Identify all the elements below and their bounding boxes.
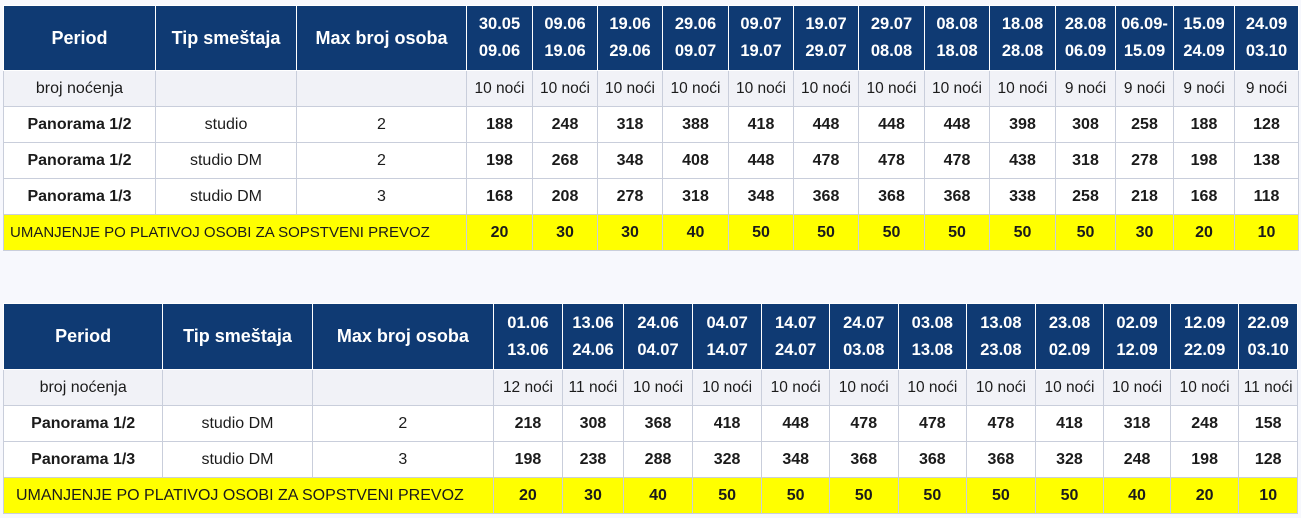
header-date-range [598, 6, 663, 71]
date-to: 06.09 [1064, 42, 1107, 60]
date-to: 22.09 [1183, 340, 1226, 359]
header-date-range [829, 304, 898, 370]
price-cell: 368 [859, 179, 925, 215]
header-date-range [692, 304, 762, 370]
date-from: 09.07 [740, 15, 782, 33]
nights-row [4, 71, 1299, 107]
nights-count: 9 noći [1056, 71, 1116, 107]
date-to: 19.07 [740, 42, 782, 60]
price-cell: 128 [1239, 442, 1298, 478]
max-persons: 2 [312, 406, 494, 442]
room-name: Panorama 1/2 [4, 107, 156, 143]
discount-cell: 50 [898, 478, 967, 514]
discount-cell: 40 [1104, 478, 1171, 514]
date-from: 13.08 [980, 313, 1022, 332]
price-cell: 188 [1174, 107, 1235, 143]
price-cell: 118 [1235, 179, 1299, 215]
price-cell: 448 [762, 406, 830, 442]
header-accommodation-type: Tip smeštaja [163, 304, 312, 370]
nights-count: 9 noći [1174, 71, 1235, 107]
price-cell: 338 [990, 179, 1056, 215]
discount-cell: 30 [533, 215, 598, 251]
price-cell: 318 [1056, 143, 1116, 179]
header-row [4, 304, 1298, 370]
price-cell: 168 [467, 179, 533, 215]
price-cell: 238 [562, 442, 624, 478]
nights-count: 10 noći [1104, 370, 1171, 406]
date-to: 24.07 [775, 340, 817, 359]
date-to: 03.10 [1245, 42, 1288, 60]
date-to: 29.06 [609, 42, 651, 60]
header-date-range [494, 304, 563, 370]
date-from: 04.07 [706, 313, 748, 332]
nights-count: 10 noći [859, 71, 925, 107]
price-cell: 368 [624, 406, 693, 442]
price-cell: 278 [598, 179, 663, 215]
room-name: Panorama 1/3 [4, 442, 163, 478]
header-date-range [1235, 6, 1299, 71]
date-to: 08.08 [870, 42, 913, 60]
date-from: 02.09 [1116, 313, 1158, 332]
header-date-range [990, 6, 1056, 71]
price-cell: 258 [1056, 179, 1116, 215]
nights-count: 10 noći [729, 71, 794, 107]
header-date-range [1116, 6, 1174, 71]
price-cell: 248 [1170, 406, 1239, 442]
date-to: 13.06 [507, 340, 549, 359]
nights-count: 10 noći [692, 370, 762, 406]
price-cell: 398 [990, 107, 1056, 143]
header-date-range [1035, 304, 1104, 370]
nights-count: 10 noći [1035, 370, 1104, 406]
nights-count: 10 noći [533, 71, 598, 107]
price-cell: 408 [663, 143, 729, 179]
date-to: 24.06 [572, 340, 614, 359]
date-to: 19.06 [544, 42, 586, 60]
price-cell: 418 [1035, 406, 1104, 442]
date-from: 30.05 [478, 15, 521, 33]
price-cell: 388 [663, 107, 729, 143]
price-table-2 [3, 303, 1298, 514]
date-to: 18.08 [936, 42, 978, 60]
header-date-range [562, 304, 624, 370]
discount-cell: 50 [762, 478, 830, 514]
header-date-range [925, 6, 990, 71]
price-cell: 208 [533, 179, 598, 215]
price-cell: 328 [1035, 442, 1104, 478]
price-cell: 158 [1239, 406, 1298, 442]
nights-count: 10 noći [829, 370, 898, 406]
nights-count: 9 noći [1235, 71, 1299, 107]
price-cell: 368 [967, 442, 1036, 478]
date-to: 29.07 [805, 42, 847, 60]
discount-cell: 20 [1170, 478, 1239, 514]
price-cell: 448 [859, 107, 925, 143]
date-from: 29.06 [674, 15, 717, 33]
room-name: Panorama 1/3 [4, 179, 156, 215]
discount-cell: 50 [859, 215, 925, 251]
header-date-range [624, 304, 693, 370]
discount-label: UMANJENJE PO PLATIVOJ OSOBI ZA SOPSTVENI PREVOZ [4, 478, 494, 514]
date-from: 13.06 [572, 313, 614, 332]
price-cell: 128 [1235, 107, 1299, 143]
header-accommodation-type: Tip smeštaja [156, 6, 297, 71]
price-cell: 478 [794, 143, 859, 179]
price-cell: 198 [1170, 442, 1239, 478]
date-from: 06.09- [1121, 15, 1168, 33]
price-cell: 318 [598, 107, 663, 143]
price-table-1 [3, 5, 1299, 251]
nights-label: broj noćenja [4, 370, 163, 406]
date-from: 19.06 [609, 15, 651, 33]
price-cell: 368 [925, 179, 990, 215]
price-cell: 328 [692, 442, 762, 478]
nights-count: 10 noći [898, 370, 967, 406]
empty-cell [156, 71, 297, 107]
price-cell: 348 [729, 179, 794, 215]
room-name: Panorama 1/2 [4, 406, 163, 442]
date-to: 09.07 [674, 42, 717, 60]
price-cell: 198 [494, 442, 563, 478]
date-from: 09.06 [544, 15, 586, 33]
price-cell: 368 [794, 179, 859, 215]
price-row [4, 143, 1299, 179]
price-cell: 348 [762, 442, 830, 478]
header-date-range [533, 6, 598, 71]
discount-label: UMANJENJE PO PLATIVOJ OSOBI ZA SOPSTVENI PREVOZ [4, 215, 467, 251]
date-from: 15.09 [1183, 15, 1225, 33]
date-from: 24.06 [637, 313, 679, 332]
discount-cell: 50 [990, 215, 1056, 251]
price-cell: 308 [562, 406, 624, 442]
date-from: 19.07 [805, 15, 847, 33]
price-cell: 418 [729, 107, 794, 143]
header-row [4, 6, 1299, 71]
nights-count: 12 noći [494, 370, 563, 406]
price-cell: 188 [467, 107, 533, 143]
price-cell: 288 [624, 442, 693, 478]
price-row [4, 179, 1299, 215]
discount-cell: 20 [467, 215, 533, 251]
nights-count: 10 noći [925, 71, 990, 107]
date-to: 04.07 [637, 340, 679, 359]
date-from: 03.08 [911, 313, 953, 332]
price-cell: 368 [829, 442, 898, 478]
date-from: 28.08 [1064, 15, 1107, 33]
price-cell: 448 [729, 143, 794, 179]
date-from: 29.07 [870, 15, 913, 33]
date-to: 02.09 [1048, 340, 1091, 359]
discount-cell: 50 [925, 215, 990, 251]
date-from: 08.08 [936, 15, 978, 33]
nights-count: 10 noći [598, 71, 663, 107]
discount-row [4, 215, 1299, 251]
header-date-range [859, 6, 925, 71]
nights-count: 10 noći [467, 71, 533, 107]
price-cell: 198 [467, 143, 533, 179]
header-date-range [794, 6, 859, 71]
date-to: 09.06 [478, 42, 521, 60]
price-cell: 448 [794, 107, 859, 143]
empty-cell [312, 370, 494, 406]
header-date-range [1104, 304, 1171, 370]
nights-count: 10 noći [990, 71, 1056, 107]
empty-cell [297, 71, 467, 107]
discount-cell: 30 [1116, 215, 1174, 251]
nights-count: 11 noći [1239, 370, 1298, 406]
price-cell: 268 [533, 143, 598, 179]
max-persons: 3 [312, 442, 494, 478]
price-cell: 218 [1116, 179, 1174, 215]
room-type: studio [156, 107, 297, 143]
header-date-range [1056, 6, 1116, 71]
date-to: 03.08 [843, 340, 885, 359]
discount-cell: 50 [1035, 478, 1104, 514]
discount-cell: 50 [829, 478, 898, 514]
discount-cell: 50 [692, 478, 762, 514]
price-cell: 448 [925, 107, 990, 143]
nights-label: broj noćenja [4, 71, 156, 107]
discount-cell: 10 [1235, 215, 1299, 251]
nights-row [4, 370, 1298, 406]
price-cell: 438 [990, 143, 1056, 179]
nights-count: 10 noći [1170, 370, 1239, 406]
price-cell: 218 [494, 406, 563, 442]
date-to: 03.10 [1247, 340, 1289, 359]
price-cell: 478 [829, 406, 898, 442]
price-cell: 278 [1116, 143, 1174, 179]
date-from: 24.07 [843, 313, 885, 332]
nights-count: 10 noći [967, 370, 1036, 406]
price-cell: 368 [898, 442, 967, 478]
discount-cell: 30 [598, 215, 663, 251]
date-from: 23.08 [1048, 313, 1091, 332]
header-date-range [1174, 6, 1235, 71]
discount-cell: 50 [1056, 215, 1116, 251]
date-to: 12.09 [1116, 340, 1158, 359]
price-cell: 138 [1235, 143, 1299, 179]
discount-cell: 50 [967, 478, 1036, 514]
header-date-range [729, 6, 794, 71]
discount-cell: 30 [562, 478, 624, 514]
price-cell: 308 [1056, 107, 1116, 143]
price-row [4, 406, 1298, 442]
room-type: studio DM [163, 406, 312, 442]
header-date-range [967, 304, 1036, 370]
room-name: Panorama 1/2 [4, 143, 156, 179]
max-persons: 2 [297, 107, 467, 143]
date-from: 18.08 [1001, 15, 1044, 33]
nights-count: 10 noći [663, 71, 729, 107]
discount-cell: 40 [624, 478, 693, 514]
empty-cell [163, 370, 312, 406]
price-cell: 258 [1116, 107, 1174, 143]
max-persons: 2 [297, 143, 467, 179]
price-cell: 478 [967, 406, 1036, 442]
date-from: 22.09 [1247, 313, 1289, 332]
date-to: 15.09 [1123, 42, 1166, 60]
price-cell: 478 [898, 406, 967, 442]
discount-cell: 10 [1239, 478, 1298, 514]
max-persons: 3 [297, 179, 467, 215]
header-date-range [762, 304, 830, 370]
room-type: studio DM [163, 442, 312, 478]
date-to: 13.08 [911, 340, 953, 359]
price-row [4, 107, 1299, 143]
date-from: 01.06 [507, 313, 549, 332]
nights-count: 10 noći [762, 370, 830, 406]
discount-cell: 50 [794, 215, 859, 251]
header-date-range [1170, 304, 1239, 370]
discount-cell: 20 [1174, 215, 1235, 251]
header-date-range [898, 304, 967, 370]
date-to: 14.07 [706, 340, 748, 359]
price-cell: 198 [1174, 143, 1235, 179]
price-cell: 318 [663, 179, 729, 215]
nights-count: 10 noći [624, 370, 693, 406]
date-from: 24.09 [1245, 15, 1288, 33]
price-cell: 318 [1104, 406, 1171, 442]
date-from: 14.07 [775, 313, 817, 332]
price-cell: 418 [692, 406, 762, 442]
discount-cell: 20 [494, 478, 563, 514]
date-to: 24.09 [1183, 42, 1225, 60]
header-max-persons: Max broj osoba [312, 304, 494, 370]
price-cell: 478 [925, 143, 990, 179]
price-cell: 478 [859, 143, 925, 179]
discount-row [4, 478, 1298, 514]
header-max-persons: Max broj osoba [297, 6, 467, 71]
room-type: studio DM [156, 179, 297, 215]
header-period: Period [4, 6, 156, 71]
header-date-range [467, 6, 533, 71]
nights-count: 11 noći [562, 370, 624, 406]
nights-count: 10 noći [794, 71, 859, 107]
header-date-range [663, 6, 729, 71]
room-type: studio DM [156, 143, 297, 179]
date-to: 28.08 [1001, 42, 1044, 60]
price-cell: 168 [1174, 179, 1235, 215]
date-to: 23.08 [980, 340, 1022, 359]
price-row [4, 442, 1298, 478]
date-from: 12.09 [1183, 313, 1226, 332]
discount-cell: 50 [729, 215, 794, 251]
header-period: Period [4, 304, 163, 370]
price-cell: 248 [533, 107, 598, 143]
price-cell: 248 [1104, 442, 1171, 478]
price-cell: 348 [598, 143, 663, 179]
header-date-range [1239, 304, 1298, 370]
nights-count: 9 noći [1116, 71, 1174, 107]
discount-cell: 40 [663, 215, 729, 251]
